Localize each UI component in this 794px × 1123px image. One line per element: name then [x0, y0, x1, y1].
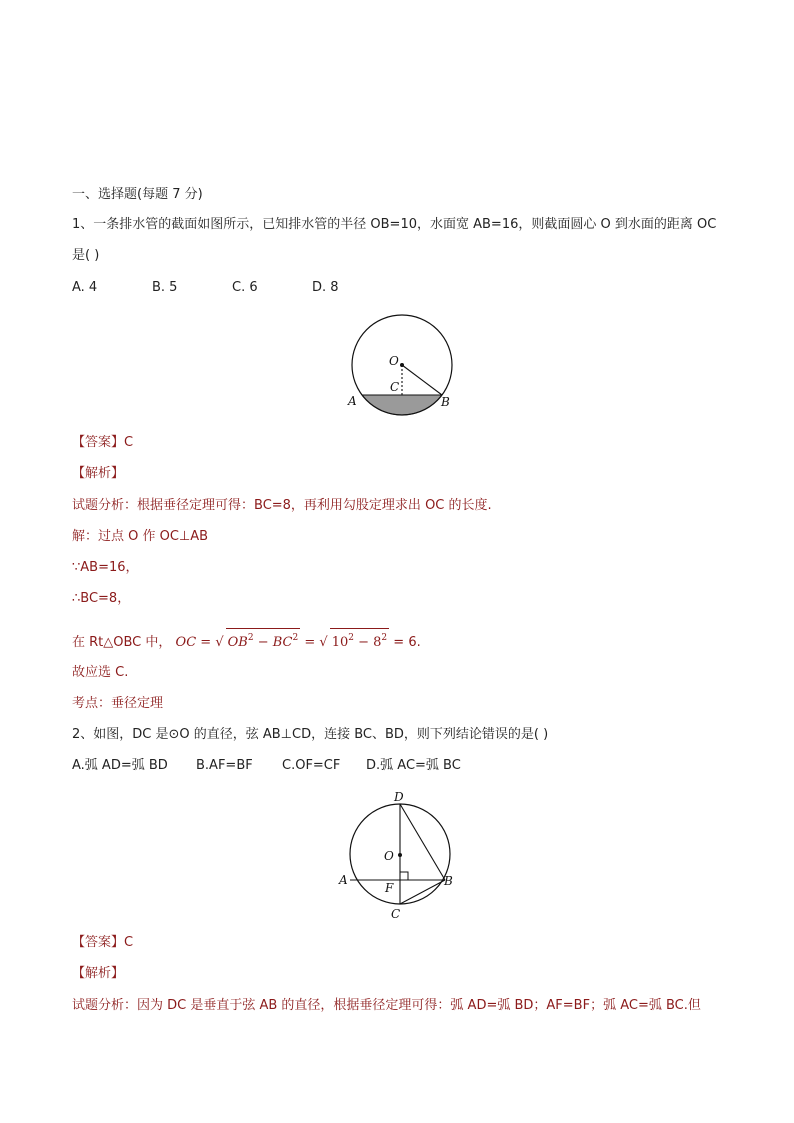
q1-kaodian: 考点：垂径定理 [72, 696, 164, 711]
q1-figure [340, 310, 464, 422]
q2-text-line1: 2、如图，DC 是⊙O 的直径，弦 AB⊥CD，连接 BC、BD，则下列结论错误的是( ) [72, 727, 549, 742]
q1-solution-line3: ∴BC=8， [72, 591, 131, 606]
right-angle-mark [400, 872, 408, 880]
q2-analysis-line1: 试题分析：因为 DC 是垂直于弦 AB 的直径，根据垂径定理可得：弧 AD=弧 BD；AF=BF；弧 AC=弧 BC.但 [72, 998, 701, 1013]
center-o-dot [400, 363, 404, 367]
label-o: O [389, 354, 399, 368]
q2-choice-d: D.弧 AC=弧 BC [366, 758, 461, 773]
q1-choice-b: B. 5 [152, 280, 178, 295]
q1-answer [72, 434, 133, 452]
q2-choice-a: A.弧 AD=弧 BD [72, 758, 168, 773]
formula-radical-2: $10^2 - 8^2$ [330, 628, 389, 652]
label-o: O [384, 849, 394, 863]
q1-choices [72, 279, 392, 297]
q2-answer [72, 934, 133, 952]
q1-conclusion: 故应选 C. [72, 665, 129, 680]
q2-figure [330, 788, 470, 924]
q1-analysis-line1: 试题分析：根据垂径定理可得：BC=8，再利用勾股定理求出 OC 的长度. [72, 498, 492, 513]
formula-lhs: OC = [175, 635, 212, 650]
q2-answer-value: C [124, 935, 134, 950]
q2-analysis-label: 【解析】 [72, 966, 125, 981]
formula-radical-1: $OB^2 - BC^2$ [226, 628, 301, 652]
section-heading: 一、选择题(每题 7 分) [72, 187, 203, 202]
label-f: F [385, 881, 394, 895]
q1-choice-a: A. 4 [72, 280, 98, 295]
label-a: A [339, 873, 348, 887]
label-a: A [348, 394, 357, 408]
formula-prefix: 在 Rt△OBC 中， [72, 635, 172, 650]
q1-text-line1: 1、一条排水管的截面如图所示，已知排水管的半径 OB=10，水面宽 AB=16，则截面圆心 O 到水面的距离 OC [72, 217, 717, 232]
q1-answer-label: 【答案】 [72, 435, 125, 450]
label-b: B [441, 395, 450, 409]
q2-choice-c: C.OF=CF [282, 758, 341, 773]
q2-choices [72, 757, 486, 775]
q1-choice-d: D. 8 [312, 280, 339, 295]
label-d: D [394, 790, 404, 804]
q1-solution-line1: 解：过点 O 作 OC⊥AB [72, 529, 209, 544]
segment-db [400, 804, 445, 880]
label-c: C [390, 380, 400, 394]
q2-choice-b: B.AF=BF [196, 758, 253, 773]
formula-result: = 6. [389, 635, 421, 650]
label-c: C [391, 907, 401, 921]
label-b: B [444, 874, 453, 888]
radius-ob [402, 365, 442, 395]
segment-cb [400, 880, 445, 904]
q1-text-line2: 是( ) [72, 248, 100, 263]
q1-analysis-label: 【解析】 [72, 466, 125, 481]
q1-choice-c: C. 6 [232, 280, 258, 295]
q1-solution-line2: ∵AB=16， [72, 560, 139, 575]
q1-answer-value: C [124, 435, 134, 450]
q2-answer-label: 【答案】 [72, 935, 125, 950]
q1-formula-line: 在 Rt△OBC 中， OC = √ $OB^2 - BC^2$ = √ $10^2 - 8^2 = 6$. [72, 628, 421, 652]
water-segment [362, 395, 442, 415]
center-o-dot [398, 853, 402, 857]
